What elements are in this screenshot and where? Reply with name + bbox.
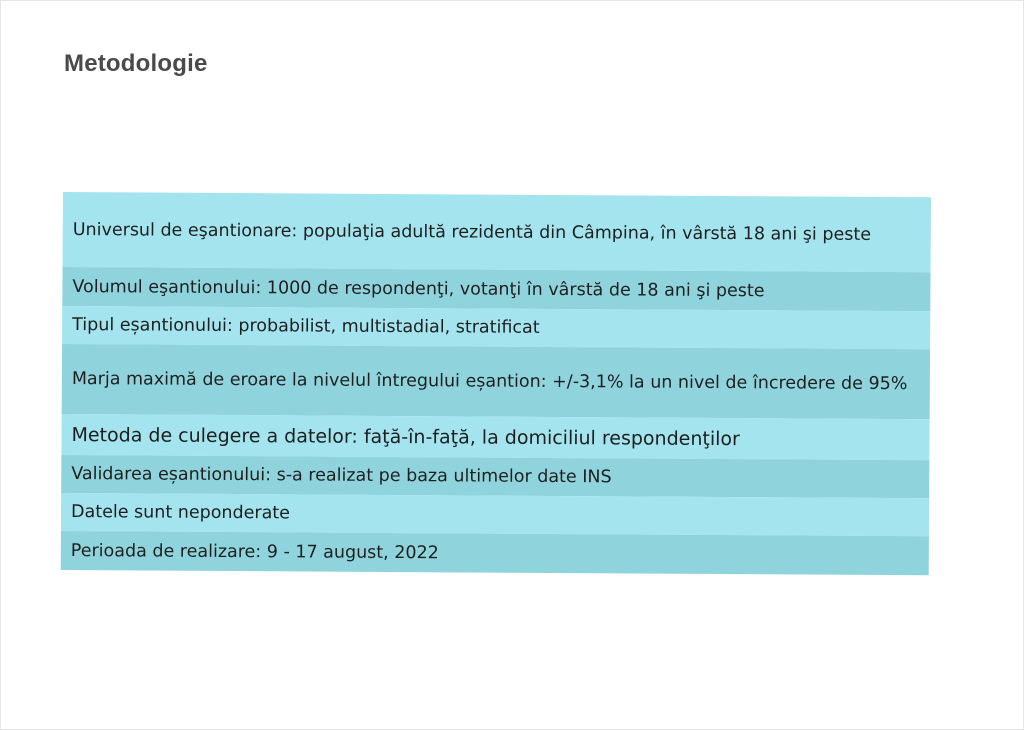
table-row-margin-of-error (62, 344, 930, 419)
methodology-table (61, 192, 931, 575)
table-row-weighting (61, 493, 929, 536)
row-text: Validarea eșantionului: s-a realizat pe baza ultimelor date INS (71, 464, 612, 488)
table-row-sample-size (62, 267, 930, 311)
table-row-collection-method (61, 414, 929, 460)
row-text: Perioada de realizare: 9 - 17 august, 2022 (70, 540, 439, 563)
row-text: Volumul eşantionului: 1000 de respondenţi, votanţi în vârstă de 18 ani şi peste (72, 276, 765, 301)
table-row-period (61, 531, 929, 575)
row-text: Universul de eşantionare: populaţia adultă rezidentă din Câmpina, în vârstă 18 ani şi peste (72, 219, 872, 245)
table-row-sample-type (62, 306, 930, 349)
table-row-sampling-universe (63, 192, 931, 272)
row-text: Marja maximă de eroare la nivelul întregului eșantion: +/-3,1% la un nivel de încredere de 95% (71, 369, 908, 395)
table-row-sample-validation (61, 455, 929, 498)
page-title: Metodologie (64, 50, 208, 77)
row-text: Tipul eșantionului: probabilist, multistadial, stratificat (72, 315, 540, 338)
row-text: Metoda de culegere a datelor: faţă-în-faţă, la domiciliul respondenţilor (71, 423, 740, 450)
row-text: Datele sunt neponderate (70, 502, 291, 524)
